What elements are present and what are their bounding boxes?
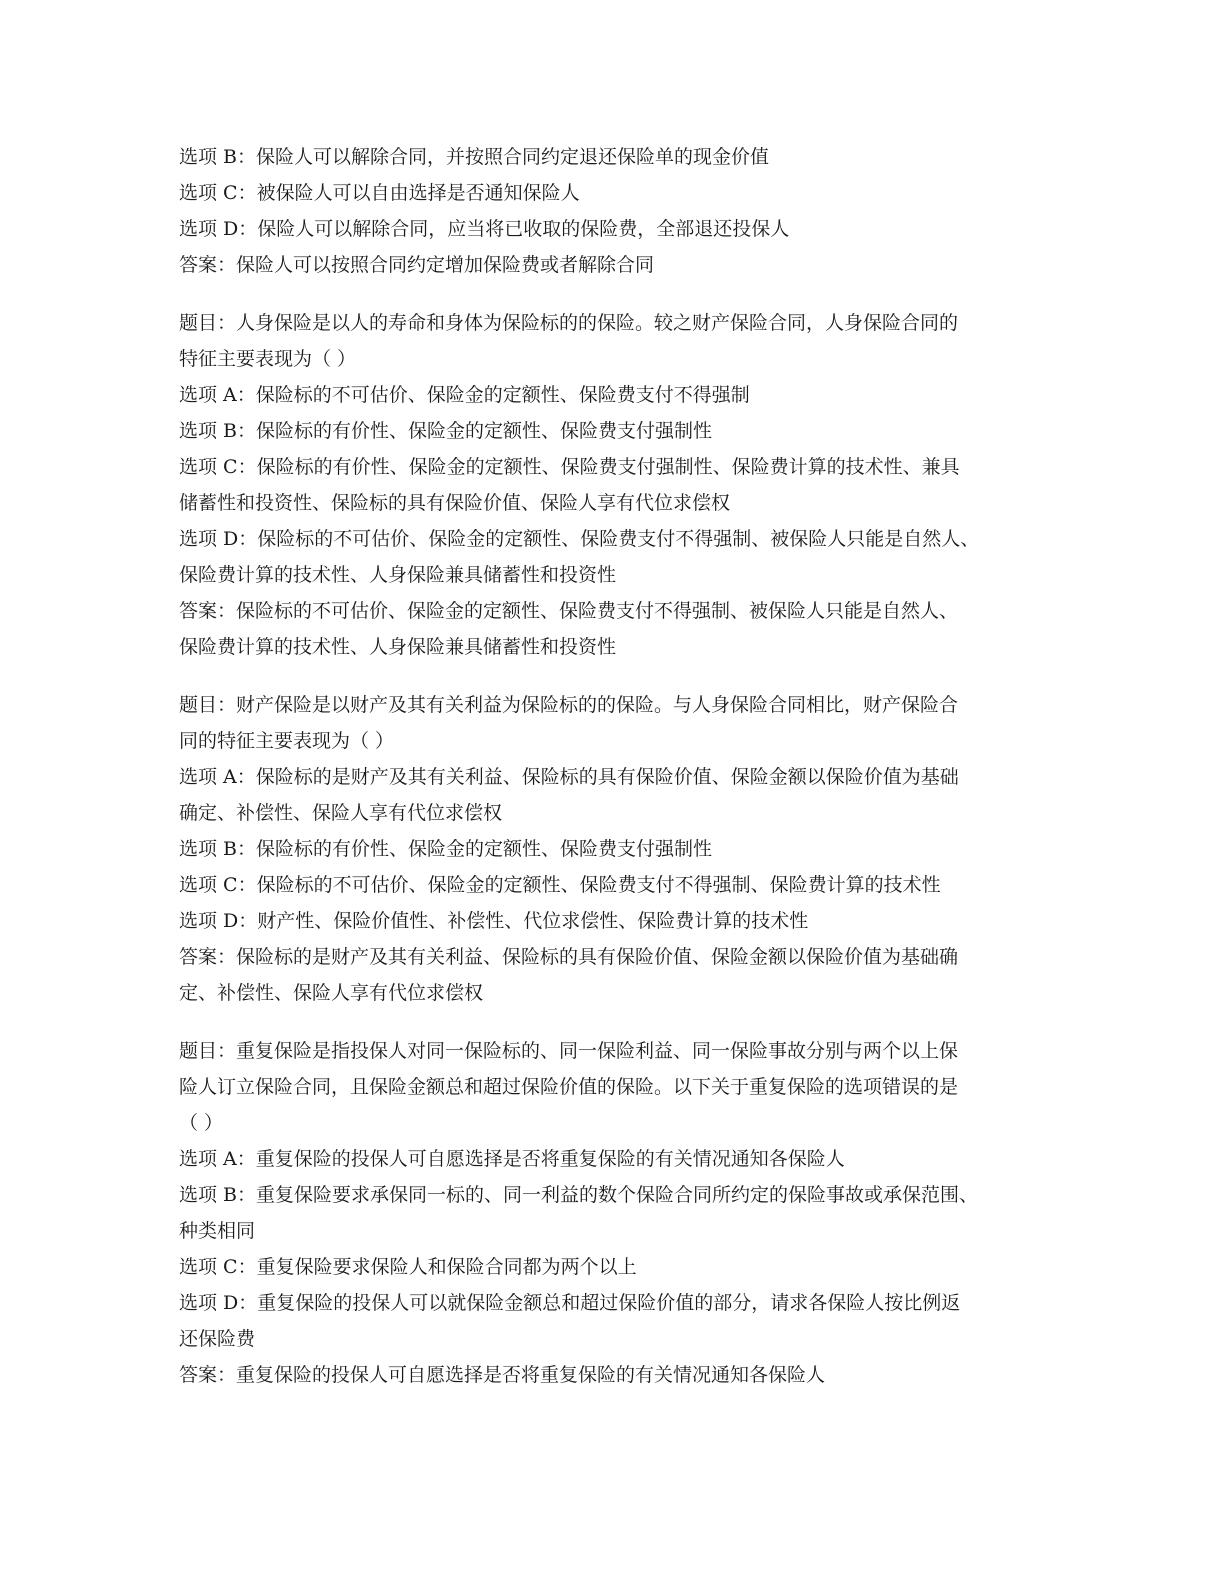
question-text: （ ） [179, 1112, 224, 1134]
option-c-text: 选项 C：被保险人可以自由选择是否通知保险人 [179, 182, 580, 204]
question-block-continuation [179, 139, 1059, 283]
question-block-1 [179, 305, 1059, 665]
answer-text: 答案：保险标的是财产及其有关利益、保险标的具有保险价值、保险金额以保险价值为基础确 [179, 946, 959, 968]
option-a-text: 选项 A：保险标的不可估价、保险金的定额性、保险费支付不得强制 [179, 384, 750, 406]
option-c-text: 选项 C：保险标的有价性、保险金的定额性、保险费支付强制性、保险费计算的技术性、兼具 [179, 456, 960, 478]
question-text: 特征主要表现为（ ） [179, 348, 357, 370]
option-a-text: 选项 A：重复保险的投保人可自愿选择是否将重复保险的有关情况通知各保险人 [179, 1148, 845, 1170]
question-text: 同的特征主要表现为（ ） [179, 730, 395, 752]
option-d-text: 选项 D：财产性、保险价值性、补偿性、代位求偿性、保险费计算的技术性 [179, 910, 809, 932]
block-spacer [179, 283, 1059, 305]
question-text: 险人订立保险合同，且保险金额总和超过保险价值的保险。以下关于重复保险的选项错误的是 [179, 1076, 959, 1098]
option-b-text: 种类相同 [179, 1220, 256, 1242]
answer-text: 定、补偿性、保险人享有代位求偿权 [179, 982, 484, 1004]
option-b-text: 选项 B：保险人可以解除合同，并按照合同约定退还保险单的现金价值 [179, 146, 770, 168]
question-text: 题目：人身保险是以人的寿命和身体为保险标的的保险。较之财产保险合同，人身保险合同的 [179, 312, 959, 334]
option-b-text: 选项 B：保险标的有价性、保险金的定额性、保险费支付强制性 [179, 420, 713, 442]
option-d-text: 保险费计算的技术性、人身保险兼具储蓄性和投资性 [179, 564, 617, 586]
question-text: 题目：重复保险是指投保人对同一保险标的、同一保险利益、同一保险事故分别与两个以上保 [179, 1040, 959, 1062]
option-d-text: 选项 D：保险标的不可估价、保险金的定额性、保险费支付不得强制、被保险人只能是自然人、 [179, 528, 980, 550]
option-c-text: 选项 C：重复保险要求保险人和保险合同都为两个以上 [179, 1256, 637, 1278]
option-a-text: 确定、补偿性、保险人享有代位求偿权 [179, 802, 503, 824]
option-d-text: 还保险费 [179, 1328, 256, 1350]
question-text: 题目：财产保险是以财产及其有关利益为保险标的的保险。与人身保险合同相比，财产保险合 [179, 694, 959, 716]
option-d-text: 选项 D：保险人可以解除合同，应当将已收取的保险费，全部退还投保人 [179, 218, 790, 240]
answer-text: 答案：保险人可以按照合同约定增加保险费或者解除合同 [179, 254, 655, 276]
option-d-text: 选项 D：重复保险的投保人可以就保险金额总和超过保险价值的部分，请求各保险人按比例返 [179, 1292, 961, 1314]
document-page [179, 139, 1059, 1393]
block-spacer [179, 1011, 1059, 1033]
option-c-text: 选项 C：保险标的不可估价、保险金的定额性、保险费支付不得强制、保险费计算的技术性 [179, 874, 941, 896]
option-b-text: 选项 B：重复保险要求承保同一标的、同一利益的数个保险合同所约定的保险事故或承保范围、 [179, 1184, 979, 1206]
answer-text: 答案：重复保险的投保人可自愿选择是否将重复保险的有关情况通知各保险人 [179, 1364, 826, 1386]
option-b-text: 选项 B：保险标的有价性、保险金的定额性、保险费支付强制性 [179, 838, 713, 860]
answer-text: 答案：保险标的不可估价、保险金的定额性、保险费支付不得强制、被保险人只能是自然人、 [179, 600, 959, 622]
question-block-2 [179, 687, 1059, 1011]
option-c-text: 储蓄性和投资性、保险标的具有保险价值、保险人享有代位求偿权 [179, 492, 731, 514]
block-spacer [179, 665, 1059, 687]
answer-text: 保险费计算的技术性、人身保险兼具储蓄性和投资性 [179, 636, 617, 658]
option-a-text: 选项 A：保险标的是财产及其有关利益、保险标的具有保险价值、保险金额以保险价值为基础 [179, 766, 959, 788]
question-block-3 [179, 1033, 1059, 1393]
